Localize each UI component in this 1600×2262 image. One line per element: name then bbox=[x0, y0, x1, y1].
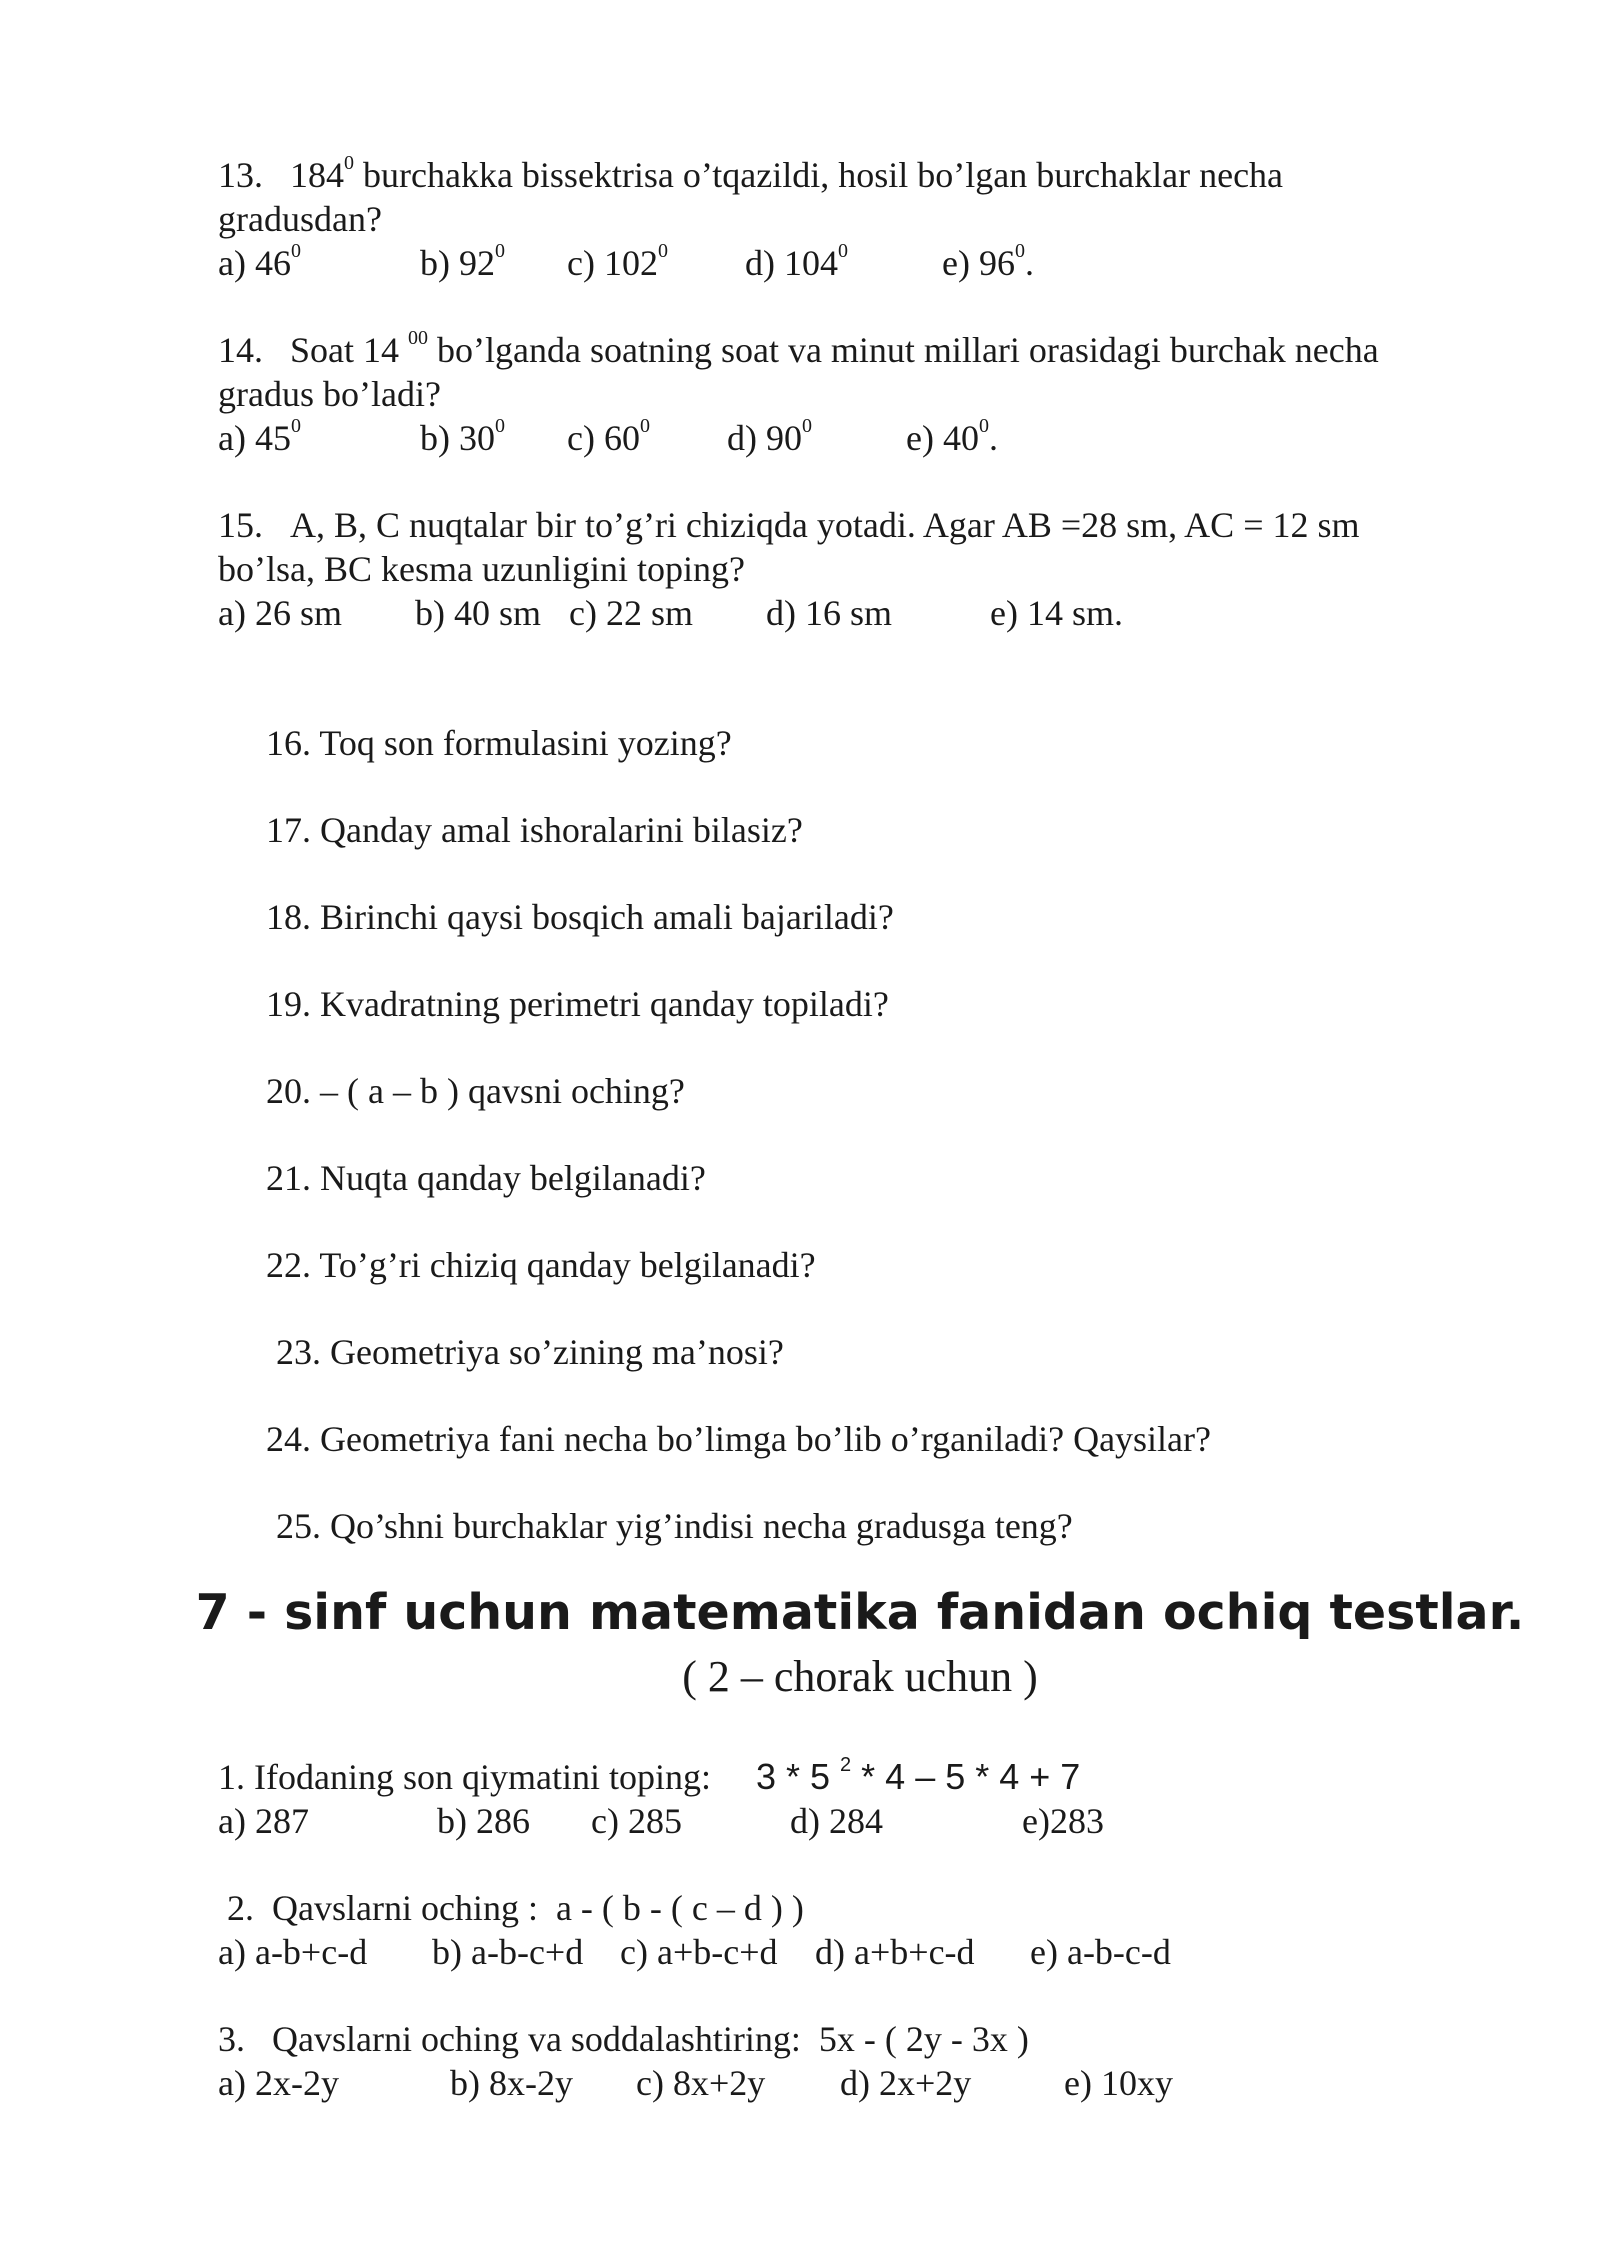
test-1 bbox=[218, 1755, 1080, 1799]
question-24: 24. Geometriya fani necha bo’limga bo’lib o’rganiladi? Qaysilar? bbox=[266, 1419, 1211, 1459]
question-23: 23. Geometriya so’zining ma’nosi? bbox=[276, 1332, 784, 1372]
question-13 bbox=[218, 153, 1283, 197]
option-b: b) $92^0$ bbox=[420, 240, 505, 283]
question-15 bbox=[218, 503, 1360, 547]
option-d: d) 284 bbox=[790, 1801, 883, 1841]
question-number: 15. bbox=[218, 505, 263, 545]
option-c: c) $102^0$ bbox=[567, 240, 668, 283]
option-e: e)283 bbox=[1022, 1801, 1104, 1841]
question-21: 21. Nuqta qanday belgilanadi? bbox=[266, 1158, 706, 1198]
section-subtitle: ( 2 – chorak uchun ) bbox=[682, 1652, 1038, 1701]
degree-mark: 0 bbox=[344, 152, 354, 174]
option-b: b) 286 bbox=[437, 1801, 530, 1841]
question-14 bbox=[218, 328, 1379, 372]
question-22: 22. To’g’ri chiziq qanday belgilanadi? bbox=[266, 1245, 816, 1285]
question-18: 18. Birinchi qaysi bosqich amali bajariladi? bbox=[266, 897, 894, 937]
option-c: c) $60^0$ bbox=[567, 415, 650, 458]
question-16: 16. Toq son formulasini yozing? bbox=[266, 723, 732, 763]
question-13-line2: gradusdan? bbox=[218, 199, 382, 239]
question-number: 13. bbox=[218, 155, 263, 195]
option-d: d) $104^0$ bbox=[745, 240, 848, 283]
option-a: a) 2x-2y bbox=[218, 2063, 339, 2103]
option-b: b) 40 sm bbox=[415, 593, 541, 633]
option-e: e) $96^0$. bbox=[942, 240, 1034, 283]
question-text-end: burchakka bissektrisa o’tqazildi, hosil bo’lgan burchaklar necha bbox=[354, 155, 1284, 195]
option-a: a) a-b+c-d bbox=[218, 1932, 368, 1972]
section-title: 7 - sinf uchun matematika fanidan ochiq testlar. bbox=[195, 1584, 1525, 1641]
option-a: a) $46^0$ bbox=[218, 240, 301, 283]
option-d: d) 16 sm bbox=[766, 593, 892, 633]
question-text: A, B, C nuqtalar bir to’g’ri chiziqda yotadi. Agar AB =28 sm, AC = 12 sm bbox=[290, 505, 1360, 545]
question-text-start: Soat 14 bbox=[290, 330, 409, 370]
question-text-end: bo’lganda soatning soat va minut millari orasidagi burchak necha bbox=[428, 330, 1379, 370]
test-2: 2. Qavslarni oching : a - ( b - ( c – d ) ) bbox=[218, 1888, 804, 1928]
option-c: c) 22 sm bbox=[569, 593, 693, 633]
option-c: c) 8x+2y bbox=[636, 2063, 766, 2103]
option-e: e) 10xy bbox=[1064, 2063, 1173, 2103]
question-25: 25. Qo’shni burchaklar yig’indisi necha gradusga teng? bbox=[276, 1506, 1073, 1546]
option-c: c) a+b-c+d bbox=[620, 1932, 778, 1972]
question-text-start: 184 bbox=[290, 155, 344, 195]
option-b: b) $30^0$ bbox=[420, 415, 505, 458]
option-b: b) a-b-c+d bbox=[432, 1932, 584, 1972]
question-number: 14. bbox=[218, 330, 263, 370]
option-d: d) $90^0$ bbox=[727, 415, 812, 458]
option-e: e) 14 sm. bbox=[990, 593, 1123, 633]
minutes-mark: 00 bbox=[408, 327, 429, 349]
test-1-label: 1. Ifodaning son qiymatini toping: bbox=[218, 1757, 711, 1797]
test-3: 3. Qavslarni oching va soddalashtiring: 5x - ( 2y - 3x ) bbox=[218, 2019, 1029, 2059]
option-c: c) 285 bbox=[591, 1801, 682, 1841]
question-17: 17. Qanday amal ishoralarini bilasiz? bbox=[266, 810, 803, 850]
option-d: d) a+b+c-d bbox=[815, 1932, 975, 1972]
question-15-line2: bo’lsa, BC kesma uzunligini toping? bbox=[218, 549, 745, 589]
option-b: b) 8x-2y bbox=[450, 2063, 573, 2103]
expression: 3 * 5 $^2$ * 4 – 5 * 4 + 7 bbox=[755, 1754, 1081, 1797]
option-e: e) $40^0$. bbox=[906, 415, 998, 458]
option-a: a) 287 bbox=[218, 1801, 309, 1841]
option-a: a) $45^0$ bbox=[218, 415, 301, 458]
option-a: a) 26 sm bbox=[218, 593, 342, 633]
option-d: d) 2x+2y bbox=[840, 2063, 972, 2103]
option-e: e) a-b-c-d bbox=[1030, 1932, 1171, 1972]
question-19: 19. Kvadratning perimetri qanday topiladi? bbox=[266, 984, 889, 1024]
question-20: 20. – ( a – b ) qavsni oching? bbox=[266, 1071, 685, 1111]
question-14-line2: gradus bo’ladi? bbox=[218, 374, 441, 414]
